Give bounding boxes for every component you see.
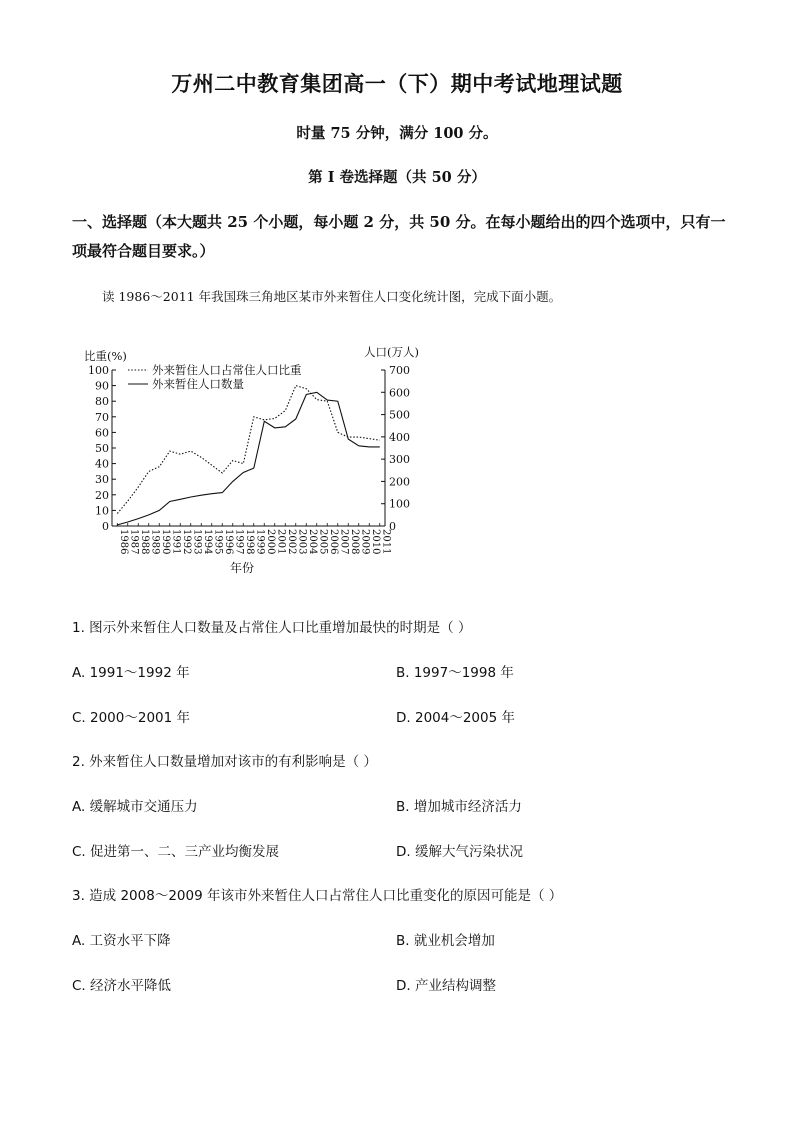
- question-3-stem: 3. 造成 2008～2009 年该市外来暂住人口占常住人口比重变化的原因可能是（ ）: [72, 888, 563, 904]
- left-tick-label: 40: [95, 457, 109, 471]
- left-tick-label: 30: [95, 473, 109, 487]
- question-1-option-b[interactable]: B. 1997～1998 年: [396, 665, 514, 681]
- question-2-option-c[interactable]: C. 促进第一、二、三产业均衡发展: [72, 844, 280, 860]
- left-tick-label: 80: [95, 395, 109, 409]
- chart-series: [117, 386, 380, 525]
- section-instructions: 一、选择题（本大题共 25 个小题，每小题 2 分，共 50 分。在每小题给出的四个选项中，只有一项最符合题目要求。）: [72, 213, 726, 260]
- x-tick-label: 2005: [317, 529, 329, 555]
- right-tick-label: 100: [389, 497, 410, 511]
- right-tick-label: 700: [389, 364, 410, 377]
- x-tick-label: 2004: [306, 529, 318, 555]
- right-tick-label: 600: [389, 386, 410, 400]
- question-intro: 读 1986～2011 年我国珠三角地区某市外来暂住人口变化统计图，完成下面小题。: [102, 289, 562, 304]
- x-tick-label: 2008: [348, 529, 360, 555]
- question-3-option-b[interactable]: B. 就业机会增加: [396, 933, 495, 949]
- x-tick-label: 1986: [117, 529, 129, 555]
- question-3-option-c[interactable]: C. 经济水平降低: [72, 978, 172, 994]
- x-tick-label: 1987: [128, 529, 140, 555]
- right-tick-label: 200: [389, 475, 410, 489]
- x-tick-label: 1988: [138, 529, 150, 555]
- left-tick-label: 20: [95, 488, 109, 502]
- left-tick-label: 50: [95, 442, 109, 455]
- population-line-chart: [70, 336, 419, 576]
- right-tick-label: 300: [389, 453, 410, 467]
- x-tick-label: 1995: [212, 529, 224, 555]
- x-tick-label: 2010: [369, 529, 381, 555]
- left-tick-label: 90: [95, 379, 109, 393]
- question-2-stem: 2. 外来暂住人口数量增加对该市的有利影响是（ ）: [72, 754, 377, 770]
- left-tick-label: 10: [95, 504, 109, 518]
- question-3-option-d[interactable]: D. 产业结构调整: [396, 978, 496, 994]
- x-tick-label: 1989: [149, 529, 161, 555]
- question-1-option-a[interactable]: A. 1991～1992 年: [72, 665, 190, 681]
- x-tick-label: 1997: [233, 529, 245, 555]
- x-tick-label: 2003: [296, 529, 308, 555]
- x-tick-label: 2000: [264, 529, 276, 555]
- part-title: 第 I 卷选择题（共 50 分）: [308, 169, 486, 186]
- legend-label: 外来暂住人口数量: [152, 377, 244, 391]
- question-1-stem: 1. 图示外来暂住人口数量及占常住人口比重增加最快的时期是（ ）: [72, 620, 472, 636]
- question-2-option-d[interactable]: D. 缓解大气污染状况: [396, 844, 523, 860]
- left-axis-title: 比重(%): [84, 349, 127, 363]
- exam-title: 万州二中教育集团高一（下）期中考试地理试题: [171, 71, 623, 96]
- question-1-option-d[interactable]: D. 2004～2005 年: [396, 710, 515, 726]
- x-tick-label: 2007: [338, 529, 350, 555]
- question-2-option-b[interactable]: B. 增加城市经济活力: [396, 799, 522, 815]
- x-tick-label: 1992: [180, 529, 192, 555]
- x-tick-label: 2001: [275, 529, 287, 555]
- question-3-option-a[interactable]: A. 工资水平下降: [72, 933, 171, 949]
- x-tick-label: 1991: [170, 529, 182, 555]
- x-tick-label: 2002: [285, 529, 297, 555]
- chart-axes: [112, 370, 385, 526]
- x-tick-label: 1993: [191, 529, 203, 555]
- right-tick-label: 400: [389, 430, 410, 444]
- x-axis-title: 年份: [229, 561, 255, 575]
- right-axis-title: 人口(万人): [364, 345, 419, 359]
- question-2-option-a[interactable]: A. 缓解城市交通压力: [72, 799, 198, 815]
- x-tick-label: 1998: [243, 529, 255, 555]
- x-tick-label: 1999: [254, 529, 266, 555]
- x-tick-label: 1996: [222, 529, 234, 555]
- x-tick-label: 2009: [359, 529, 371, 555]
- population-series-line: [117, 392, 380, 525]
- x-tick-label: 1994: [201, 529, 213, 555]
- chart-legend: [128, 363, 302, 391]
- left-tick-label: 100: [88, 364, 109, 377]
- x-tick-label: 2006: [327, 529, 339, 555]
- question-1-option-c[interactable]: C. 2000～2001 年: [72, 710, 191, 726]
- legend-label: 外来暂住人口占常住人口比重: [152, 363, 302, 377]
- exam-time-info: 时量 75 分钟，满分 100 分。: [296, 125, 498, 142]
- ratio-series-line: [117, 386, 380, 514]
- x-tick-label: 1990: [159, 529, 171, 555]
- left-tick-label: 0: [102, 520, 109, 533]
- x-tick-label: 2011: [380, 529, 392, 555]
- left-tick-label: 60: [95, 426, 109, 440]
- left-tick-label: 70: [95, 410, 109, 424]
- right-tick-label: 0: [389, 520, 396, 533]
- right-tick-label: 500: [389, 408, 410, 422]
